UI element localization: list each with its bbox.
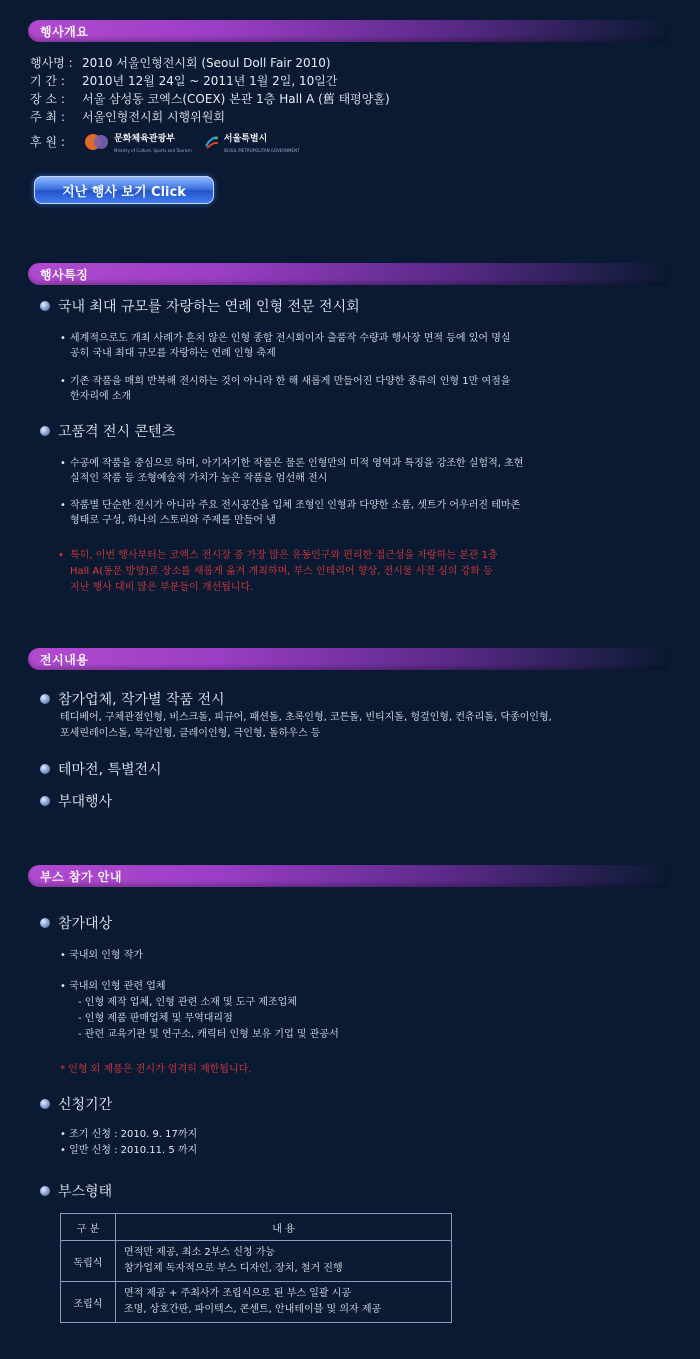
feature-bullet: • 기존 작품을 매회 반복해 전시하는 것이 아니라 한 해 새롭게 만들어진 다양한 종류의 인형 1만 여점을 한자리에 소개 <box>60 376 511 402</box>
section-bar-booth <box>28 865 668 887</box>
feature-bullet: • 세계적으로도 개최 사례가 흔치 않은 인형 종합 전시회이자 출품작 수량과 행사장 면적 등에 있어 명실 공히 국내 최대 규모를 자랑하는 연례 인형 축제 <box>60 333 511 359</box>
bullet-dot-icon: • <box>60 950 70 961</box>
booth-type-cell: 조립식 <box>61 1282 116 1323</box>
table-header-category: 구 분 <box>61 1214 116 1241</box>
eligibility-artists: • 국내외 인형 작가 <box>60 950 144 961</box>
section-title: 행사개요 <box>40 25 89 39</box>
note-dot-icon: • <box>58 550 64 561</box>
info-label: 기 간 : <box>30 74 65 88</box>
ministry-emblem-icon <box>84 133 110 151</box>
content-heading-events: 부대행사 <box>40 791 112 811</box>
section-title: 부스 참가 안내 <box>40 870 122 884</box>
booth-desc-cell: 면적만 제공, 최소 2부스 신청 가능 참가업체 독자적으로 부스 디자인, 장치, 철거 진행 <box>116 1241 452 1282</box>
seoul-name: 서울특별시 <box>223 134 268 144</box>
section-bar-content <box>28 648 668 670</box>
booth-desc-cell: 면적 제공 + 주최사가 조립식으로 된 부스 일괄 시공 조명, 상호간판, 파이텍스, 콘센트, 안내테이블 및 의자 제공 <box>116 1282 452 1323</box>
info-row-venue <box>30 90 390 108</box>
bullet-dot-icon: • <box>60 500 66 511</box>
booth-heading-period: 신청기간 <box>40 1094 112 1114</box>
ministry-name: 문화체육관광부 <box>114 134 175 144</box>
info-row-period <box>30 72 390 90</box>
feature-heading-scale: 국내 최대 규모를 자랑하는 연례 인형 전문 전시회 <box>40 296 360 316</box>
feature-highlight-note: • 특히, 이번 행사부터는 코엑스 전시장 중 가장 많은 유동인구와 편리한 접근성을 자랑하는 본관 1층 Hall A(동문 방향)로 장소를 새롭게 옮겨 개최하며, 부스 인테리어 향상, 전시물 사전 심의 강화 등 지난 행사 대비 많은 부분들이 개선됩니다. <box>58 550 498 593</box>
bullet-ball-icon <box>40 301 50 311</box>
feature-bullet: • 작품별 단순한 전시가 아니라 주요 전시공간을 입체 조형인 인형과 다양한 소품, 셋트가 어우러진 테마존 형태로 구성, 하나의 스토리와 주제를 만들어 냄 <box>60 500 521 526</box>
bullet-ball-icon <box>40 426 50 436</box>
bullet-dot-icon: • <box>60 1129 70 1140</box>
bullet-dot-icon: • <box>60 333 66 344</box>
sponsor-logos <box>84 130 299 153</box>
event-info <box>30 54 390 153</box>
section-bar-features <box>28 263 668 285</box>
info-label: 후 원 : <box>30 134 65 149</box>
bullet-ball-icon <box>40 1099 50 1109</box>
ministry-logo <box>84 130 192 153</box>
info-label: 행사명 : <box>30 56 73 70</box>
info-row-sponsor <box>30 130 390 153</box>
info-value: 서울인형전시회 시행위원회 <box>82 110 225 124</box>
info-label: 주 최 : <box>30 110 65 124</box>
info-row-host <box>30 108 390 126</box>
info-row-name <box>30 54 390 72</box>
section-bar-overview <box>28 20 668 42</box>
feature-bullet: • 수공예 작품을 중심으로 하며, 아기자기한 작품은 물론 인형만의 미적 영역과 특징을 강조한 실험적, 초현 실적인 작품 등 조형예술적 가치가 높은 작품을 엄선해 전시 <box>60 458 524 484</box>
content-heading-exhibits: 참가업체, 작가별 작품 전시 <box>40 689 225 709</box>
info-label: 장 소 : <box>30 92 65 106</box>
eligibility-restriction-note: * 인형 외 제품은 전시가 엄격히 제한됩니다. <box>60 1064 252 1075</box>
bullet-dot-icon: • <box>60 458 66 469</box>
info-value: 서울 삼성동 코엑스(COEX) 본관 1층 Hall A (舊 태평양홀) <box>82 92 390 106</box>
bullet-ball-icon <box>40 918 50 928</box>
table-header-row <box>61 1214 452 1241</box>
booth-type-table <box>60 1213 452 1323</box>
table-header-content: 내 용 <box>116 1214 452 1241</box>
content-heading-theme: 테마전, 특별전시 <box>40 759 162 779</box>
seoul-emblem-icon <box>204 134 220 150</box>
ministry-name-en: Ministry of Culture, Sports and Tourism <box>114 148 192 153</box>
bullet-ball-icon <box>40 1186 50 1196</box>
seoul-name-en: SEOUL METROPOLITAN GOVERNMENT <box>223 148 300 153</box>
bullet-dot-icon: • <box>60 1145 70 1156</box>
bullet-dot-icon: • <box>60 376 66 387</box>
booth-type-cell: 독립식 <box>61 1241 116 1282</box>
table-row <box>61 1282 452 1323</box>
info-value: 2010 서울인형전시회 (Seoul Doll Fair 2010) <box>82 56 331 70</box>
bullet-dot-icon: • <box>60 981 70 992</box>
booth-heading-type: 부스형태 <box>40 1181 112 1201</box>
application-dates: • 조기 신청 : 2010. 9. 17까지 • 일반 신청 : 2010.11. 5 까지 <box>60 1129 198 1156</box>
past-event-button[interactable]: 지난 행사 보기 Click <box>34 176 214 204</box>
booth-heading-eligibility: 참가대상 <box>40 913 112 933</box>
section-title: 전시내용 <box>40 653 89 667</box>
doll-type-list: 테디베어, 구체관절인형, 비스크돌, 피규어, 패션돌, 초록인형, 코튼돌, 빈티지돌, 헝겊인형, 컨츄리돌, 닥종이인형, 포세린레이스돌, 목각인형, 클레이인형, 극인형, 돌하우스 등 <box>60 712 552 739</box>
bullet-ball-icon <box>40 796 50 806</box>
seoul-logo <box>204 130 300 153</box>
feature-heading-content: 고품격 전시 콘텐츠 <box>40 421 175 441</box>
section-title: 행사특징 <box>40 268 89 282</box>
table-row <box>61 1241 452 1282</box>
bullet-ball-icon <box>40 694 50 704</box>
info-value: 2010년 12월 24일 ~ 2011년 1월 2일, 10일간 <box>82 74 338 88</box>
bullet-ball-icon <box>40 764 50 774</box>
eligibility-companies: • 국내외 인형 관련 업체 - 인형 제작 업체, 인형 관련 소재 및 도구 제조업체 - 인형 제품 판매업체 및 무역대리점 - 관련 교육기관 및 연구소, 캐릭터 인형 보유 기업 및 관공서 <box>60 981 339 1040</box>
